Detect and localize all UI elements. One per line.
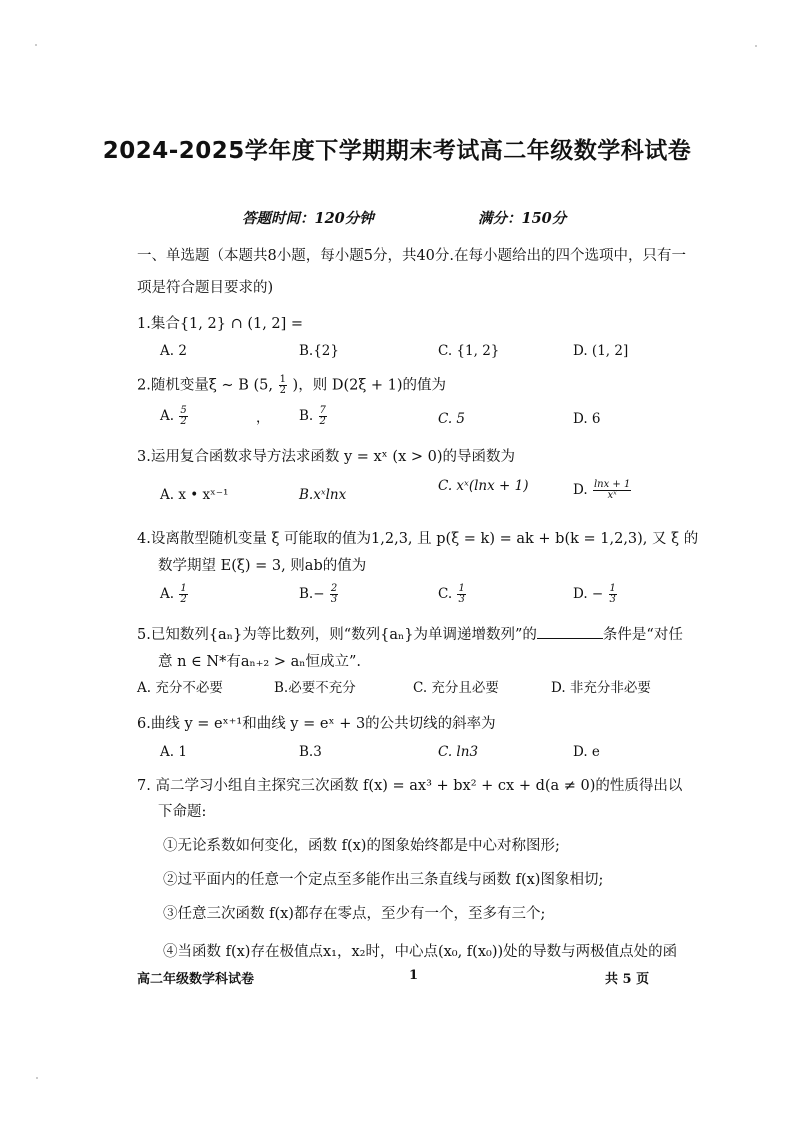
q1-option-b: B.{2} bbox=[299, 343, 339, 359]
q2-stem bbox=[137, 375, 446, 396]
q2-stem-pre: 2.随机变量ξ ∼ B (5, bbox=[137, 377, 273, 394]
q3-option-d bbox=[573, 480, 632, 501]
q3-d-fraction bbox=[593, 480, 631, 501]
q5-stem-line1 bbox=[137, 624, 683, 645]
q4-option-d bbox=[573, 584, 618, 605]
q2-b-label: B. bbox=[299, 408, 314, 424]
q2-b-fraction bbox=[319, 406, 327, 427]
q4-a-fraction bbox=[179, 584, 187, 605]
q2-b-den: 2 bbox=[319, 416, 326, 427]
q5-stem-pre: 5.已知数列{aₙ}为等比数列，则“数列{aₙ}为单调递增数列”的 bbox=[137, 627, 537, 643]
q4-d-num: 1 bbox=[609, 583, 616, 594]
q3-option-b: B.xˣlnx bbox=[299, 487, 347, 503]
q5-option-a: A. 充分不必要 bbox=[137, 680, 223, 696]
q7-stem-line1: 7. 高二学习小组自主探究三次函数 f(x) = ax³ + bx² + cx + d(a ≠ 0)的性质得出以 bbox=[137, 778, 683, 794]
q1-option-a: A. 2 bbox=[160, 343, 187, 359]
q4-b-fraction bbox=[330, 584, 338, 605]
section-heading-line2: 项是符合题目要求的) bbox=[137, 280, 274, 296]
q1-option-d: D. (1, 2] bbox=[573, 343, 629, 359]
q2-option-b bbox=[299, 406, 328, 427]
section-heading-line1: 一、单选题（本题共8小题，每小题5分，共40分.在每小题给出的四个选项中，只有一 bbox=[137, 248, 687, 264]
footer-page-number: 1 bbox=[409, 968, 419, 983]
scan-speck bbox=[36, 1077, 38, 1079]
q6-option-a: A. 1 bbox=[160, 744, 187, 760]
scan-speck bbox=[755, 45, 757, 47]
q7-proposition-4: ④当函数 f(x)存在极值点x₁，x₂时，中心点(x₀, f(x₀))处的导数与两极值点处的函 bbox=[163, 944, 678, 960]
scan-speck bbox=[35, 44, 37, 46]
q5-stem-line2: 意 n ∈ N*有aₙ₊₂ > aₙ恒成立”. bbox=[158, 654, 362, 670]
q2-stray-mark: ， bbox=[256, 410, 270, 426]
q1-option-c: C. {1, 2} bbox=[438, 343, 500, 359]
q4-d-label: D. − bbox=[573, 586, 604, 602]
q4-a-den: 2 bbox=[180, 594, 187, 605]
q2-a-fraction bbox=[179, 406, 187, 427]
q4-a-num: 1 bbox=[180, 583, 187, 594]
q3-d-num: lnx + 1 bbox=[593, 479, 631, 490]
q4-a-label: A. bbox=[160, 586, 175, 602]
q2-stem-post: )，则 D(2ξ + 1)的值为 bbox=[292, 377, 447, 394]
q7-proposition-1: ①无论系数如何变化，函数 f(x)的图象始终都是中心对称图形; bbox=[163, 838, 560, 854]
q4-c-den: 3 bbox=[458, 594, 465, 605]
q7-stem-line2: 下命题: bbox=[158, 804, 207, 820]
q3-option-c: C. xˣ(lnx + 1) bbox=[438, 478, 529, 494]
q4-b-num: 2 bbox=[330, 583, 338, 594]
q4-c-num: 1 bbox=[458, 583, 465, 594]
q5-answer-blank bbox=[537, 624, 603, 639]
full-score: 满分：150分 bbox=[478, 210, 567, 227]
q5-option-c: C. 充分且必要 bbox=[413, 680, 499, 696]
q4-option-a bbox=[160, 584, 189, 605]
q5-option-b: B.必要不充分 bbox=[274, 680, 356, 696]
q4-option-c bbox=[438, 584, 467, 605]
q4-stem-line1: 4.设离散型随机变量 ξ 可能取的值为1,2,3, 且 p(ξ = k) = ak + b(k = 1,2,3), 又 ξ 的 bbox=[137, 531, 699, 547]
time-limit: 答题时间：120分钟 bbox=[242, 210, 374, 227]
q4-b-den: 3 bbox=[330, 594, 338, 605]
q2-a-label: A. bbox=[160, 408, 175, 424]
exam-title: 2024-2025学年度下学期期末考试高二年级数学科试卷 bbox=[102, 138, 692, 164]
q2-frac-den: 2 bbox=[279, 385, 286, 396]
q3-stem: 3.运用复合函数求导方法求函数 y = xˣ (x > 0)的导函数为 bbox=[137, 449, 516, 465]
q2-fraction bbox=[279, 375, 287, 396]
q4-d-den: 3 bbox=[609, 594, 616, 605]
q3-d-den: xˣ bbox=[607, 490, 617, 501]
q4-c-label: C. bbox=[438, 586, 453, 602]
q4-d-fraction bbox=[609, 584, 617, 605]
footer-total-pages: 共 5 页 bbox=[605, 972, 650, 987]
q7-proposition-2: ②过平面内的任意一个定点至多能作出三条直线与函数 f(x)图象相切; bbox=[163, 872, 604, 888]
footer-subject: 高二年级数学科试卷 bbox=[137, 972, 255, 987]
q2-b-num: 7 bbox=[319, 405, 326, 416]
q1-stem: 1.集合{1, 2} ∩ (1, 2] = bbox=[137, 316, 304, 332]
q2-option-a bbox=[160, 406, 189, 427]
q6-stem: 6.曲线 y = eˣ⁺¹和曲线 y = eˣ + 3的公共切线的斜率为 bbox=[137, 716, 496, 732]
q2-option-c: C. 5 bbox=[438, 411, 466, 427]
q4-c-fraction bbox=[457, 584, 465, 605]
q6-option-d: D. e bbox=[573, 744, 600, 760]
q6-option-c: C. ln3 bbox=[438, 744, 479, 760]
q4-b-label: B.− bbox=[299, 586, 325, 602]
q2-a-den: 2 bbox=[180, 416, 187, 427]
q2-option-d: D. 6 bbox=[573, 411, 601, 427]
q3-d-label: D. bbox=[573, 482, 588, 498]
q5-stem-post: 条件是“对任 bbox=[602, 627, 683, 643]
q6-option-b: B.3 bbox=[299, 744, 322, 760]
q4-option-b bbox=[299, 584, 339, 605]
q3-option-a: A. x • xˣ⁻¹ bbox=[160, 487, 229, 503]
q2-a-num: 5 bbox=[180, 405, 187, 416]
q4-stem-line2: 数学期望 E(ξ) = 3, 则ab的值为 bbox=[158, 558, 367, 574]
q5-option-d: D. 非充分非必要 bbox=[551, 680, 651, 696]
q7-proposition-3: ③任意三次函数 f(x)都存在零点，至少有一个，至多有三个; bbox=[163, 906, 546, 922]
q2-frac-num: 1 bbox=[279, 374, 286, 385]
